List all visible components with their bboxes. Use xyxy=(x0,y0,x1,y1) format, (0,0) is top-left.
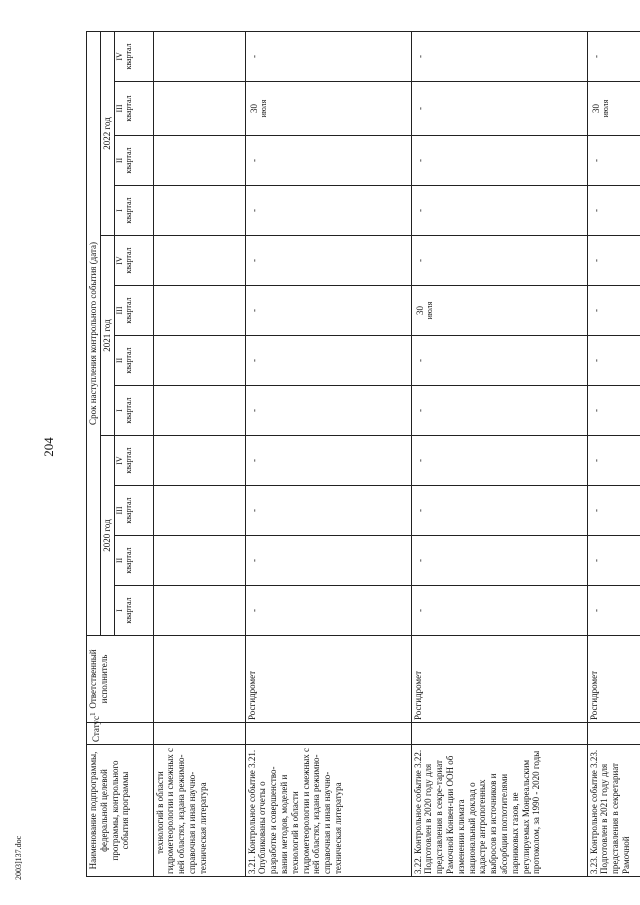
header-year: 2021 год xyxy=(100,236,114,436)
deadline-cell xyxy=(153,236,245,286)
deadline-cell xyxy=(153,536,245,586)
deadline-cell: - xyxy=(245,31,411,81)
event-number: 3.22. xyxy=(412,856,423,874)
deadline-cell: - xyxy=(587,136,640,186)
event-name: Контрольное событие 3.23. Подготовлен в 2021 году для представления в секретариат Рамочной xyxy=(588,749,631,874)
responsible-cell xyxy=(153,636,245,723)
event-name-cell xyxy=(153,745,245,877)
deadline-cell xyxy=(153,286,245,336)
header-quarter: IV квартал xyxy=(114,31,153,81)
deadline-cell: - xyxy=(587,186,640,236)
control-events-table-wrapper xyxy=(86,32,631,877)
deadline-cell: - xyxy=(245,486,411,536)
deadline-cell: - xyxy=(411,82,587,136)
deadline-cell xyxy=(153,186,245,236)
header-status: Статус$^1$ xyxy=(87,723,154,745)
deadline-cell: - xyxy=(587,486,640,536)
control-events-table xyxy=(86,31,640,877)
deadline-cell: - xyxy=(587,286,640,336)
deadline-cell: - xyxy=(245,236,411,286)
deadline-cell xyxy=(153,31,245,81)
deadline-cell: - xyxy=(411,336,587,386)
status-cell xyxy=(153,723,245,745)
deadline-cell xyxy=(153,586,245,636)
deadline-cell: 30 июля xyxy=(411,286,587,336)
deadline-cell: - xyxy=(411,136,587,186)
status-cell xyxy=(245,723,411,745)
responsible-cell: Росгидромет xyxy=(587,636,640,723)
deadline-cell: 30 июля xyxy=(245,82,411,136)
deadline-cell: - xyxy=(245,436,411,486)
deadline-cell xyxy=(153,486,245,536)
header-quarter: III квартал xyxy=(114,82,153,136)
deadline-cell: - xyxy=(245,186,411,236)
deadline-cell: - xyxy=(587,336,640,386)
deadline-cell: - xyxy=(411,31,587,81)
table-row xyxy=(587,31,640,876)
deadline-cell: - xyxy=(411,586,587,636)
header-quarter: I квартал xyxy=(114,586,153,636)
status-cell xyxy=(587,723,640,745)
deadline-cell: - xyxy=(245,286,411,336)
header-year: 2020 год xyxy=(100,436,114,636)
deadline-cell xyxy=(153,436,245,486)
header-quarter: III квартал xyxy=(114,486,153,536)
deadline-cell xyxy=(153,386,245,436)
event-name-cell xyxy=(411,745,587,877)
event-name: технологий в области гидрометеорологии и смежных с ней областях, издана режимно-справочная и иная научно-техническая литература xyxy=(154,747,208,874)
event-name: Контрольное событие 3.22. Подготовлен в 2020 году для представления в секре-тариат Рамочной Конвен-ции ООН об изменении климата национальный доклад о кадастре антропогенных выбросов из источников и абсорбции поглотителями парниковых газов, не регулируемых Монреальским протоколом, за 1990 - 2020 годы xyxy=(412,749,542,874)
responsible-cell: Росгидромет xyxy=(411,636,587,723)
deadline-cell: 30 июля xyxy=(587,82,640,136)
event-number: 3.23. xyxy=(588,856,599,874)
header-quarter: IV квартал xyxy=(114,236,153,286)
deadline-cell: - xyxy=(411,536,587,586)
header-quarter: II квартал xyxy=(114,136,153,186)
header-year: 2022 год xyxy=(100,31,114,235)
header-deadline: Срок наступления контрольного события (дата) xyxy=(87,31,101,635)
header-quarter: III квартал xyxy=(114,286,153,336)
deadline-cell xyxy=(153,336,245,386)
deadline-cell: - xyxy=(245,336,411,386)
deadline-cell: - xyxy=(587,536,640,586)
deadline-cell: - xyxy=(245,536,411,586)
header-quarter: I квартал xyxy=(114,186,153,236)
page-number: 204 xyxy=(41,437,56,457)
table-row xyxy=(245,31,411,876)
deadline-cell: - xyxy=(245,386,411,436)
deadline-cell: - xyxy=(411,436,587,486)
header-quarter: II квартал xyxy=(114,536,153,586)
header-quarter: I квартал xyxy=(114,386,153,436)
deadline-cell: - xyxy=(411,186,587,236)
deadline-cell: - xyxy=(411,486,587,536)
deadline-cell: - xyxy=(587,31,640,81)
status-cell xyxy=(411,723,587,745)
deadline-cell: - xyxy=(245,586,411,636)
deadline-cell: - xyxy=(411,236,587,286)
event-name: Контрольное событие 3.21. Опубликованы отчеты о разработке и совершенство-вании методов, моделей и технологий в области гидрометеорологии и смежных с ней областях, издана режимно-справочная и иная научно-техническая литература xyxy=(246,747,343,874)
footer-filename: 2003]137.doc xyxy=(14,835,23,880)
header-name: Наименование подпрограммы, федеральной целевой программы, контрольного события программы xyxy=(87,745,154,877)
deadline-cell: - xyxy=(587,386,640,436)
table-row xyxy=(411,31,587,876)
responsible-cell: Росгидромет xyxy=(245,636,411,723)
event-name-cell xyxy=(245,745,411,877)
deadline-cell: - xyxy=(587,586,640,636)
deadline-cell: - xyxy=(411,386,587,436)
header-quarter: II квартал xyxy=(114,336,153,386)
deadline-cell: - xyxy=(587,236,640,286)
deadline-cell xyxy=(153,136,245,186)
header-quarter: IV квартал xyxy=(114,436,153,486)
deadline-cell: - xyxy=(587,436,640,486)
event-name-cell xyxy=(587,745,640,877)
event-number: 3.21. xyxy=(246,856,257,874)
deadline-cell xyxy=(153,82,245,136)
header-responsible: Ответственный исполнитель xyxy=(87,636,154,723)
table-row xyxy=(153,31,245,876)
deadline-cell: - xyxy=(245,136,411,186)
